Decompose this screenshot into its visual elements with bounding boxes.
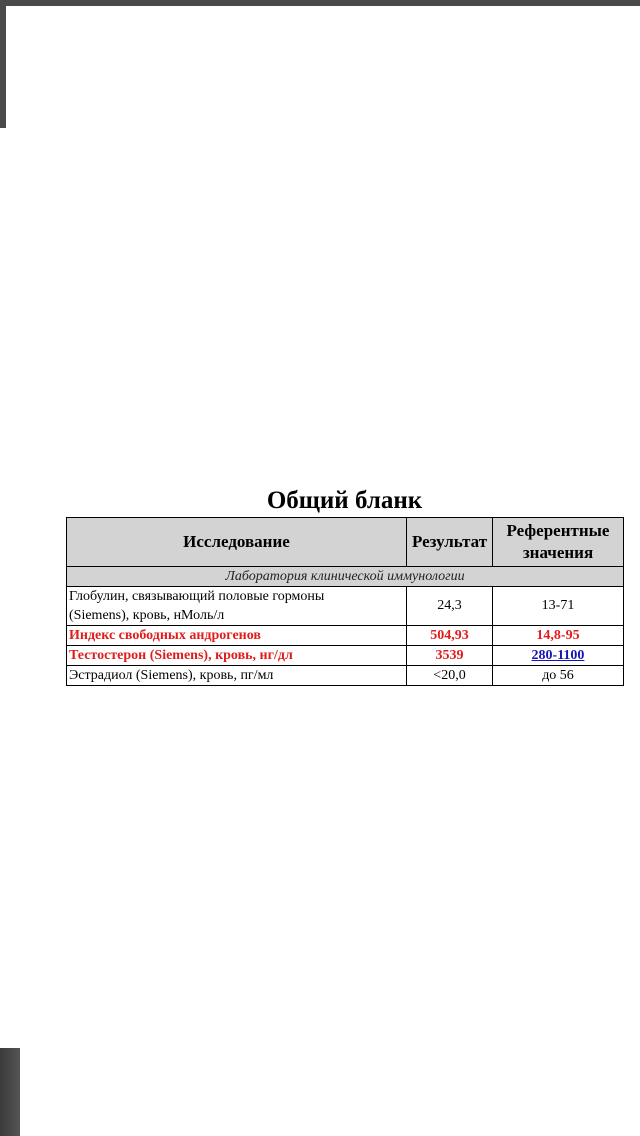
section-label: Лаборатория клинической иммунологии bbox=[67, 567, 624, 587]
test-reference: 14,8-95 bbox=[493, 626, 624, 646]
test-name-line1: Глобулин, связывающий половые гормоны bbox=[69, 589, 325, 604]
test-reference-cell bbox=[493, 646, 624, 666]
test-result: 504,93 bbox=[407, 626, 493, 646]
test-name: Эстрадиол (Siemens), кровь, пг/мл bbox=[67, 666, 407, 686]
table-row bbox=[67, 587, 624, 626]
test-name-line2: (Siemens), кровь, нМоль/л bbox=[69, 608, 225, 623]
lab-results-table bbox=[66, 517, 624, 686]
reference-link[interactable]: 280-1100 bbox=[531, 647, 585, 663]
header-reference: Референтные значения bbox=[493, 518, 624, 567]
test-name: Тестостерон (Siemens), кровь, нг/дл bbox=[67, 646, 407, 666]
viewer-side-handle[interactable] bbox=[0, 1048, 20, 1136]
test-result: 3539 bbox=[407, 646, 493, 666]
header-test: Исследование bbox=[67, 518, 407, 567]
table-row-flagged bbox=[67, 626, 624, 646]
table-row bbox=[67, 666, 624, 686]
test-reference: до 56 bbox=[493, 666, 624, 686]
viewer-left-edge bbox=[0, 0, 6, 128]
table-row-flagged bbox=[67, 646, 624, 666]
section-row bbox=[67, 567, 624, 587]
document-title: Общий бланк bbox=[266, 487, 423, 514]
test-name: Индекс свободных андрогенов bbox=[67, 626, 407, 646]
test-result: <20,0 bbox=[407, 666, 493, 686]
test-name bbox=[67, 587, 407, 626]
test-result: 24,3 bbox=[407, 587, 493, 626]
test-reference: 13-71 bbox=[493, 587, 624, 626]
viewer-top-bar bbox=[0, 0, 640, 6]
table-header-row bbox=[67, 518, 624, 567]
header-result: Результат bbox=[407, 518, 493, 567]
